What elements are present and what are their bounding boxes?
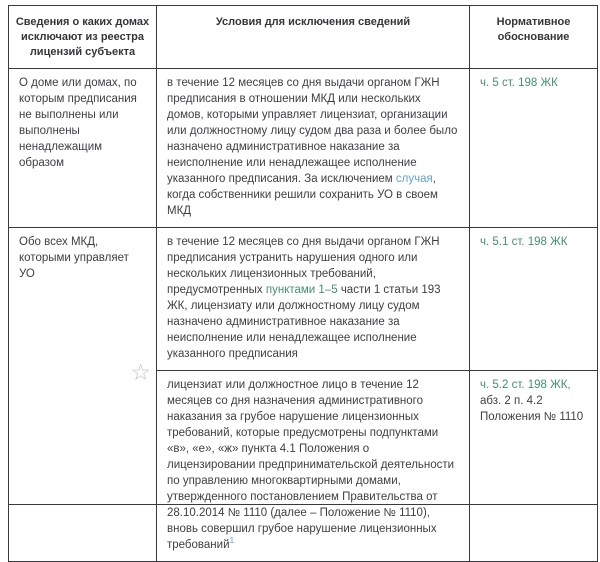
subject-cell-noncompliant-houses: О доме или домах, по которым предписания не выполнены или выполнены ненадлежащим образом [9,69,157,228]
condition-cell-row3 [157,371,470,562]
header-conditions-column: Условия для исключения сведений [157,6,470,69]
link-punkty-1-5[interactable]: пунктами 1–5 [265,284,338,296]
condition-text: в течение 12 месяцев со дня выдачи органом ГЖН предписания в отношении МКД или нескольких домов, которыми управляет лицензиат, организации или должностному лицу судом два раза и более было назначено административное наказание за неисполнение или ненадлежащее исполнение указанного предписания. За исключением [167,77,458,185]
condition-text: , когда собственники решили сохранить УО в своем МКД [167,173,438,217]
table-bottom-border [8,504,598,505]
condition-cell-row2 [157,228,470,371]
link-ch5-1-st198-zhk[interactable]: ч. 5.1 ст. 198 ЖК [480,236,568,248]
condition-cell-row1 [157,69,470,228]
favorite-star-icon[interactable]: ☆ [130,359,151,385]
basis-cell-row1 [470,69,598,228]
condition-text: в течение 12 месяцев со дня выдачи органом ГЖН предписания устранить нарушения одного или нескольких лицензионных требований, предусмотренных [167,236,440,296]
basis-text: абз. 2 п. 4.2 Положения № 1110 [480,395,584,423]
table-row [9,69,598,228]
page [0,5,600,551]
header-legal-basis-column: Нормативное обоснование [470,6,598,69]
table-row [9,228,598,371]
basis-cell-row2 [470,228,598,371]
license-registry-exclusion-table [8,5,598,562]
condition-text: части 1 статьи 193 ЖК, лицензиату или должностному лицу судом назначено административное наказание за неисполнение или ненадлежащее исполнение указанного предписания [167,284,441,360]
basis-cell-row3 [470,371,598,562]
link-sluchaya[interactable]: случая [395,173,433,185]
link-ch5-2-st198-zhk[interactable]: ч. 5.2 ст. 198 ЖК, [480,379,571,391]
table-header-row [9,6,598,69]
subject-text: Обо всех МКД, которыми управляет УО [19,236,129,280]
footnote-1-link[interactable]: 1 [229,535,235,546]
condition-text: лицензиат или должностное лицо в течение 12 месяцев со дня назначения административного наказания за грубое нарушение лицензионных требований, которые предусмотрены подпунктами «в», «е», «ж» пункта 4.1 Положения о лицензировании предпринимательской деятельности по управлению многоквартирными домами, утвержденного постановлением Правительства от 28.10.2014 № 1110 (далее – Положение № 1110), вновь совершил грубое нарушение лицензионных требований [167,379,455,551]
subject-cell-all-mkd [9,228,157,562]
header-subject-column: Сведения о каких домах исключают из реестра лицензий субъекта [9,6,157,69]
link-ch5-st198-zhk[interactable]: ч. 5 ст. 198 ЖК [480,77,558,89]
